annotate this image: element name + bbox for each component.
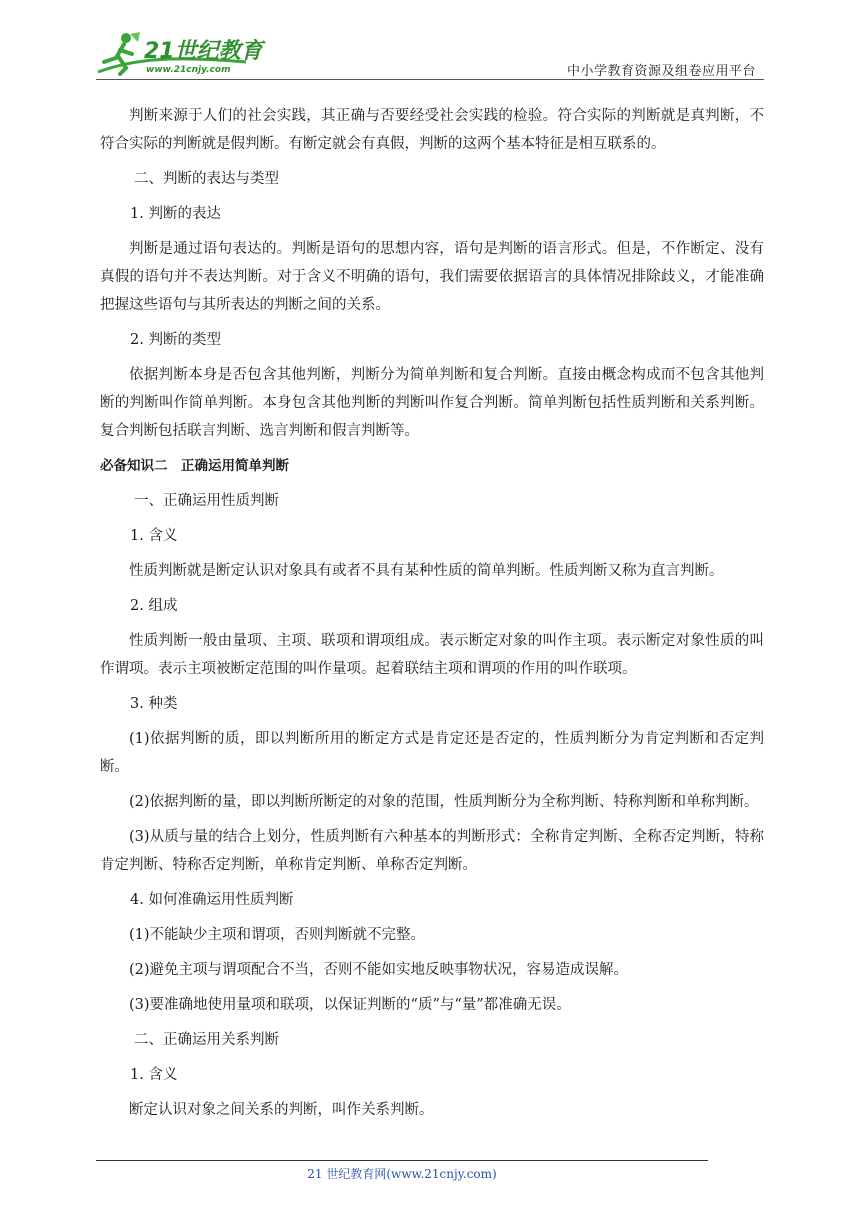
knowledge-heading: 必备知识二 正确运用简单判断 [100,458,289,474]
subheading-relation-meaning: 1. 含义 [130,1067,178,1083]
site-logo[interactable] [96,28,266,78]
para-expression: 判断是通过语句表达的。判断是语句的思想内容，语句是判断的语言形式。但是，不作断定、没有真假的语句并不表达判断。对于含义不明确的语句，我们需要依据语言的具体情况排除歧义，才能准确把握这些语句与其所表达的判断之间的关系。 [100,241,764,313]
para-kinds-3: (3)从质与量的结合上划分，性质判断有六种基本的判断形式：全称肯定判断、全称否定判断，特称肯定判断、特称否定判断，单称肯定判断、单称否定判断。 [100,829,764,873]
subheading-types: 2. 判断的类型 [130,332,221,348]
section-heading-property: 一、正确运用性质判断 [134,493,279,509]
section-heading-relation: 二、正确运用关系判断 [134,1032,279,1048]
section-heading-expression-types: 二、判断的表达与类型 [134,171,279,187]
svg-text:www.21cnjy.com: www.21cnjy.com [146,65,231,75]
para-kinds-1: (1)依据判断的质，即以判断所用的断定方式是肯定还是否定的，性质判断分为肯定判断和否定判断。 [100,731,764,775]
para-meaning: 性质判断就是断定认识对象具有或者不具有某种性质的简单判断。性质判断又称为直言判断。 [129,563,724,579]
para-relation-meaning: 断定认识对象之间关系的判断，叫作关系判断。 [129,1102,434,1118]
subheading-how-to: 4. 如何准确运用性质判断 [130,892,294,908]
document-body [100,102,764,1131]
para-types: 依据判断本身是否包含其他判断，判断分为简单判断和复合判断。直接由概念构成而不包含其他判断的判断叫作简单判断。本身包含其他判断的判断叫作复合判断。简单判断包括性质判断和关系判断。复合判断包括联言判断、选言判断和假言判断等。 [100,367,764,439]
footer-divider [96,1160,708,1161]
para-how-2: (2)避免主项与谓项配合不当，否则不能如实地反映事物状况，容易造成误解。 [129,962,629,978]
para-how-3: (3)要准确地使用量项和联项，以保证判断的“质”与“量”都准确无误。 [129,997,571,1013]
platform-name: 中小学教育资源及组卷应用平台 [566,64,756,79]
page-header [96,28,764,80]
para-judgment-origin: 判断来源于人们的社会实践，其正确与否要经受社会实践的检验。符合实际的判断就是真判断，不符合实际的判断就是假判断。有断定就会有真假，判断的这两个基本特征是相互联系的。 [100,108,764,152]
svg-text:21世纪教育: 21世纪教育 [144,39,263,64]
header-divider [96,79,764,80]
subheading-expression: 1. 判断的表达 [130,206,221,222]
footer-link[interactable]: 21 世纪教育网(www.21cnjy.com) [307,1167,497,1181]
runner-logo-icon [96,28,266,78]
para-kinds-2: (2)依据判断的量，即以判断所断定的对象的范围，性质判断分为全称判断、特称判断和单称判断。 [129,794,759,810]
subheading-meaning: 1. 含义 [130,528,178,544]
subheading-kinds: 3. 种类 [130,696,178,712]
para-composition: 性质判断一般由量项、主项、联项和谓项组成。表示断定对象的叫作主项。表示断定对象性质的叫作谓项。表示主项被断定范围的叫作量项。起着联结主项和谓项的作用的叫作联项。 [100,633,764,677]
para-how-1: (1)不能缺少主项和谓项，否则判断就不完整。 [129,927,426,943]
subheading-composition: 2. 组成 [130,598,178,614]
